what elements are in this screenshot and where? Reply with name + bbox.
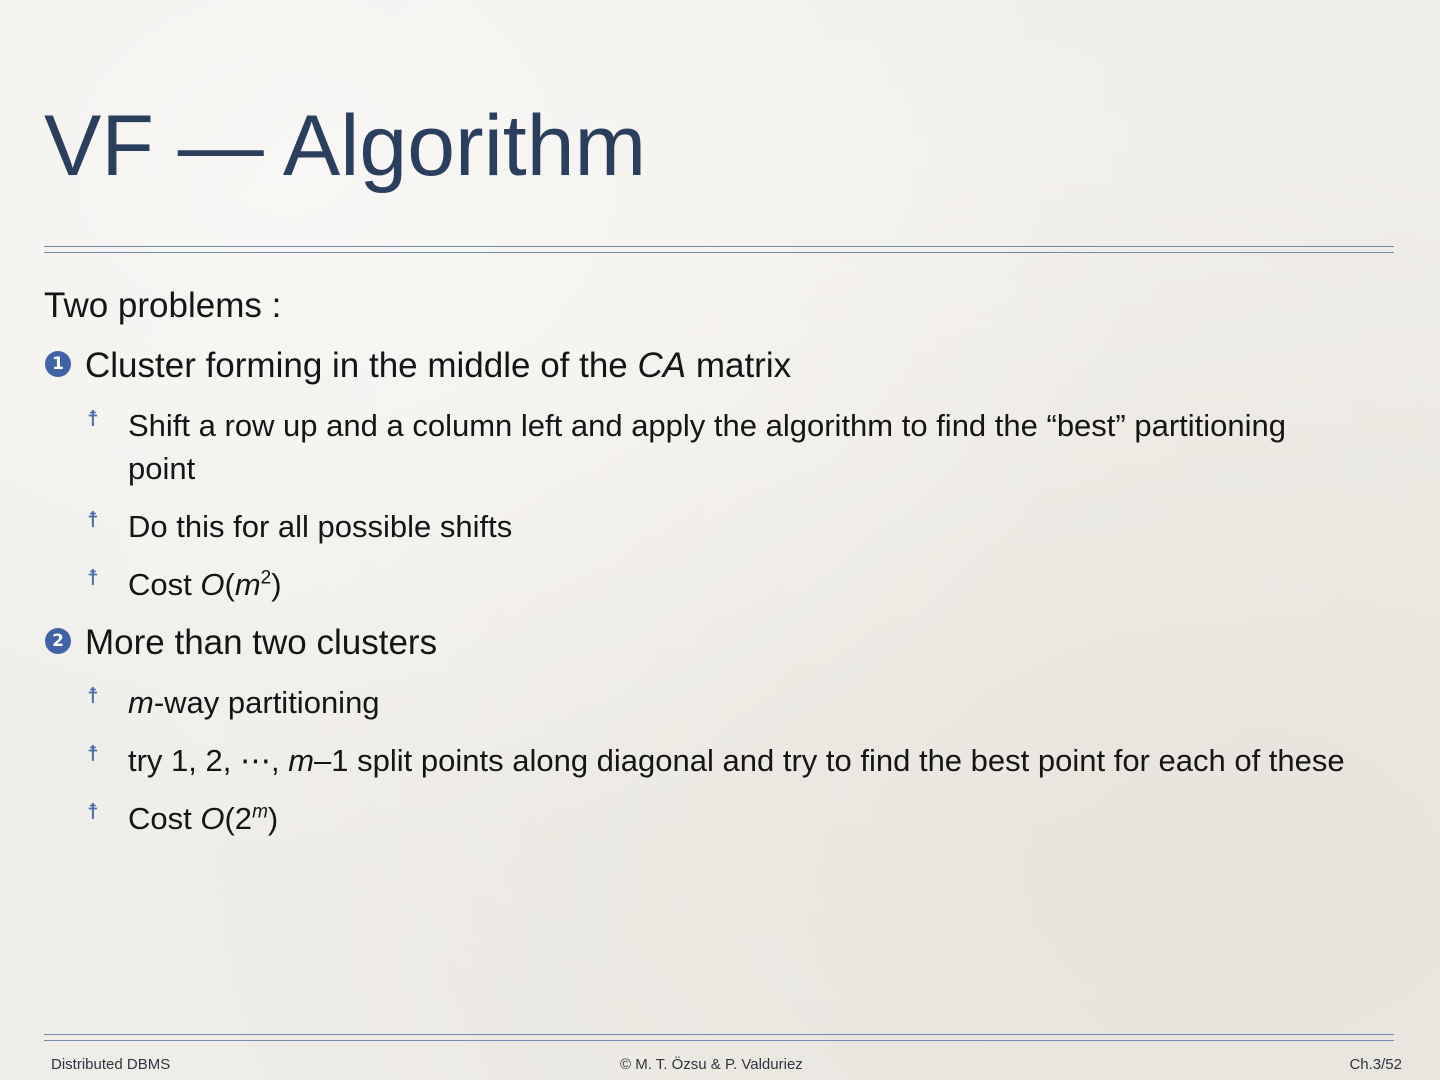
paren-open-two: (2 xyxy=(224,801,253,836)
problem-item-2 xyxy=(44,621,1384,665)
paren-close: ) xyxy=(267,801,279,836)
big-o-symbol: O xyxy=(200,567,225,602)
sub-item-all-shifts xyxy=(87,505,1358,548)
sub-item-cost-1 xyxy=(87,563,1358,606)
problem-1-text-after: matrix xyxy=(686,346,792,385)
sub-item-split-points xyxy=(87,739,1358,782)
sub-item-m-way xyxy=(87,681,1358,724)
exponent: 2 xyxy=(260,567,272,589)
sub-item-text xyxy=(128,681,1358,724)
split-text-before: try 1, 2, ⋯, xyxy=(128,743,289,778)
footer-copyright: © M. T. Özsu & P. Valduriez xyxy=(620,1056,803,1073)
number-two-badge-icon: 2 xyxy=(45,628,71,654)
sub-item-text xyxy=(128,739,1358,782)
number-one-badge-icon: 1 xyxy=(45,351,71,377)
cross-bullet-icon: ☨ xyxy=(87,508,99,533)
footer-divider-top xyxy=(44,1034,1394,1035)
slide-body xyxy=(44,284,1384,855)
intro-text: Two problems : xyxy=(44,286,282,325)
cost-expression xyxy=(128,797,1358,840)
paren-open: ( xyxy=(224,567,235,602)
footer-page-number: Ch.3/52 xyxy=(1349,1056,1402,1073)
sub-item-shift xyxy=(87,404,1358,490)
sub-item-cost-2 xyxy=(87,797,1358,840)
cross-bullet-icon: ☨ xyxy=(87,684,99,709)
variable-m: m xyxy=(288,743,315,778)
split-text-after: –1 split points along diagonal and try to find the best point for each of these xyxy=(314,743,1345,778)
cross-bullet-icon: ☨ xyxy=(87,407,99,432)
sub-item-text: Do this for all possible shifts xyxy=(128,509,513,544)
cost-expression xyxy=(128,563,1358,606)
paren-close: ) xyxy=(271,567,282,602)
cost-prefix: Cost xyxy=(128,801,201,836)
big-o-symbol: O xyxy=(200,801,225,836)
sub-item-text: Shift a row up and a column left and apply the algorithm to find the “best” partitioning point xyxy=(128,408,1287,486)
problem-1-italic-term: CA xyxy=(637,346,687,385)
cost-prefix: Cost xyxy=(128,567,201,602)
variable-m: m xyxy=(234,567,261,602)
footer-course-name: Distributed DBMS xyxy=(51,1056,171,1073)
cross-bullet-icon: ☨ xyxy=(87,566,99,591)
m-way-text: -way partitioning xyxy=(153,685,380,720)
problem-item-1 xyxy=(44,344,1384,388)
footer-divider-bottom xyxy=(44,1040,1394,1041)
exponent-m: m xyxy=(252,801,268,823)
slide-title: VF — Algorithm xyxy=(44,98,647,194)
problem-2-text: More than two clusters xyxy=(85,623,438,662)
title-divider-top xyxy=(44,246,1394,247)
title-divider-bottom xyxy=(44,252,1394,253)
variable-m: m xyxy=(128,685,154,720)
cross-bullet-icon: ☨ xyxy=(87,800,99,825)
cross-bullet-icon: ☨ xyxy=(87,742,99,767)
problem-1-text-before: Cluster forming in the middle of the xyxy=(85,346,638,385)
